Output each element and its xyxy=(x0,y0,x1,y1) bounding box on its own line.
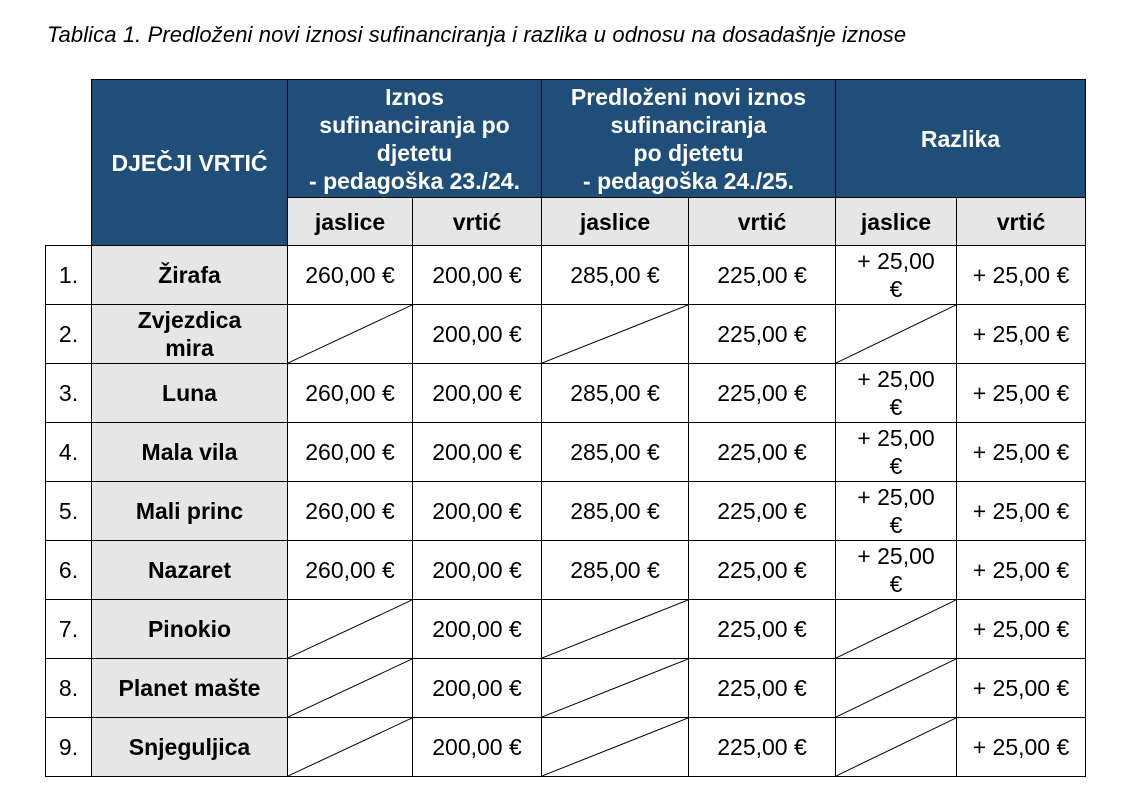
amount-value: 285,00 € xyxy=(542,541,689,600)
row-number: 5. xyxy=(46,482,92,541)
subheader-kindergarten: vrtić xyxy=(413,198,542,246)
slash-line xyxy=(542,305,688,363)
empty-slashed-cell xyxy=(836,659,957,718)
row-number: 4. xyxy=(46,423,92,482)
amount-value: 225,00 € xyxy=(689,423,836,482)
amount-value: 200,00 € xyxy=(413,659,542,718)
slash-line xyxy=(288,305,412,363)
amount-value: 225,00 € xyxy=(689,246,836,305)
table-caption: Tablica 1. Predloženi novi iznosi sufinanciranja i razlika u odnosu na dosadašnje iznose xyxy=(47,22,907,47)
kindergarten-name xyxy=(92,246,288,305)
subheader-kindergarten: vrtić xyxy=(689,198,836,246)
amount-value: 200,00 € xyxy=(413,305,542,364)
amount-value: 260,00 € xyxy=(288,482,413,541)
empty-slashed-cell xyxy=(836,600,957,659)
kindergarten-name xyxy=(92,659,288,718)
diagonal-slash xyxy=(836,600,956,658)
subheader-nursery: jaslice xyxy=(542,198,689,246)
kindergarten-name xyxy=(92,600,288,659)
amount-value: 260,00 € xyxy=(288,246,413,305)
amount-value: 200,00 € xyxy=(413,718,542,777)
header-kindergarten: DJEČJI VRTIĆ xyxy=(92,80,288,246)
kindergarten-name xyxy=(92,541,288,600)
amount-value: 225,00 € xyxy=(689,541,836,600)
header-proposed-line: sufinanciranja xyxy=(610,111,767,138)
amount-value: 200,00 € xyxy=(413,364,542,423)
empty-slashed-cell xyxy=(288,600,413,659)
table-row xyxy=(46,600,1086,659)
row-number: 2. xyxy=(46,305,92,364)
header-current-line: djetetu xyxy=(376,139,453,166)
amount-value: 260,00 € xyxy=(288,364,413,423)
amount-value: 260,00 € xyxy=(288,541,413,600)
amount-value: 200,00 € xyxy=(413,600,542,659)
kindergarten-name-line: Planet mašte xyxy=(118,675,261,701)
difference-value: + 25,00 € xyxy=(836,482,957,541)
empty-slashed-cell xyxy=(288,305,413,364)
table-row xyxy=(46,482,1086,541)
slash-line xyxy=(288,659,412,717)
amount-value: 285,00 € xyxy=(542,246,689,305)
kindergarten-name-line: Nazaret xyxy=(147,557,232,583)
amount-value: 225,00 € xyxy=(689,659,836,718)
table-body xyxy=(46,246,1086,777)
amount-value: 200,00 € xyxy=(413,541,542,600)
empty-slashed-cell xyxy=(542,718,689,777)
slash-line xyxy=(836,305,956,363)
amount-value: 285,00 € xyxy=(542,423,689,482)
table-row xyxy=(46,246,1086,305)
difference-value: + 25,00 € xyxy=(836,541,957,600)
header-current-line: - pedagoška 23./24. xyxy=(309,167,520,194)
row-number: 6. xyxy=(46,541,92,600)
difference-value: + 25,00 € xyxy=(957,482,1086,541)
header-current-line: sufinanciranja po xyxy=(319,111,510,138)
slash-line xyxy=(288,718,412,776)
diagonal-slash xyxy=(542,718,688,776)
subheader-nursery: jaslice xyxy=(836,198,957,246)
amount-value: 285,00 € xyxy=(542,482,689,541)
diagonal-slash xyxy=(288,659,412,717)
difference-value: + 25,00 € xyxy=(957,718,1086,777)
kindergarten-name xyxy=(92,305,288,364)
empty-slashed-cell xyxy=(542,305,689,364)
header-blank-cell xyxy=(46,80,92,246)
amount-value: 225,00 € xyxy=(689,364,836,423)
header-proposed-line: po djetetu xyxy=(633,139,744,166)
amount-value: 260,00 € xyxy=(288,423,413,482)
difference-value: + 25,00 € xyxy=(957,659,1086,718)
diagonal-slash xyxy=(542,305,688,363)
diagonal-slash xyxy=(288,718,412,776)
kindergarten-name-line: Zvjezdica xyxy=(137,307,242,333)
kindergarten-name-line: Pinokio xyxy=(147,616,232,642)
table-row xyxy=(46,364,1086,423)
difference-value: + 25,00 € xyxy=(957,423,1086,482)
diagonal-slash xyxy=(542,659,688,717)
table-row xyxy=(46,659,1086,718)
empty-slashed-cell xyxy=(836,718,957,777)
header-difference: Razlika xyxy=(836,80,1086,198)
difference-value: + 25,00 € xyxy=(836,364,957,423)
row-number: 8. xyxy=(46,659,92,718)
header-current-amount xyxy=(288,80,542,198)
table-row xyxy=(46,541,1086,600)
row-number: 7. xyxy=(46,600,92,659)
difference-value: + 25,00 € xyxy=(957,364,1086,423)
difference-value: + 25,00 € xyxy=(957,541,1086,600)
empty-slashed-cell xyxy=(288,659,413,718)
kindergarten-name-line: Mali princ xyxy=(135,498,244,524)
diagonal-slash xyxy=(288,305,412,363)
difference-value: + 25,00 € xyxy=(957,600,1086,659)
empty-slashed-cell xyxy=(836,305,957,364)
difference-value: + 25,00 € xyxy=(836,246,957,305)
difference-value: + 25,00 € xyxy=(957,246,1086,305)
amount-value: 225,00 € xyxy=(689,600,836,659)
table-row xyxy=(46,305,1086,364)
kindergarten-name-line: mira xyxy=(165,335,214,361)
amount-value: 200,00 € xyxy=(413,423,542,482)
subsidy-table xyxy=(45,79,1086,777)
diagonal-slash xyxy=(836,718,956,776)
diagonal-slash xyxy=(836,659,956,717)
header-proposed-line: Predloženi novi iznos xyxy=(570,83,807,110)
amount-value: 200,00 € xyxy=(413,246,542,305)
diagonal-slash xyxy=(288,600,412,658)
amount-value: 225,00 € xyxy=(689,718,836,777)
diagonal-slash xyxy=(836,305,956,363)
difference-value: + 25,00 € xyxy=(836,423,957,482)
empty-slashed-cell xyxy=(542,659,689,718)
slash-line xyxy=(542,718,688,776)
kindergarten-name xyxy=(92,482,288,541)
kindergarten-name-line: Snjeguljica xyxy=(128,734,251,760)
empty-slashed-cell xyxy=(542,600,689,659)
table-row xyxy=(46,423,1086,482)
amount-value: 225,00 € xyxy=(689,482,836,541)
difference-value: + 25,00 € xyxy=(957,305,1086,364)
kindergarten-name xyxy=(92,364,288,423)
header-proposed-line: - pedagoška 24./25. xyxy=(583,167,794,194)
amount-value: 200,00 € xyxy=(413,482,542,541)
empty-slashed-cell xyxy=(288,718,413,777)
slash-line xyxy=(836,659,956,717)
kindergarten-name xyxy=(92,423,288,482)
diagonal-slash xyxy=(542,600,688,658)
slash-line xyxy=(836,718,956,776)
subheader-kindergarten: vrtić xyxy=(957,198,1086,246)
header-proposed-amount xyxy=(542,80,836,198)
row-number: 3. xyxy=(46,364,92,423)
row-number: 1. xyxy=(46,246,92,305)
slash-line xyxy=(542,600,688,658)
slash-line xyxy=(542,659,688,717)
kindergarten-name-line: Žirafa xyxy=(158,262,221,288)
table-row xyxy=(46,718,1086,777)
amount-value: 285,00 € xyxy=(542,364,689,423)
kindergarten-name-line: Luna xyxy=(162,380,217,406)
header-current-line: Iznos xyxy=(385,83,444,110)
amount-value: 225,00 € xyxy=(689,305,836,364)
kindergarten-name-line: Mala vila xyxy=(141,439,238,465)
kindergarten-name xyxy=(92,718,288,777)
slash-line xyxy=(836,600,956,658)
slash-line xyxy=(288,600,412,658)
row-number: 9. xyxy=(46,718,92,777)
subheader-nursery: jaslice xyxy=(288,198,413,246)
